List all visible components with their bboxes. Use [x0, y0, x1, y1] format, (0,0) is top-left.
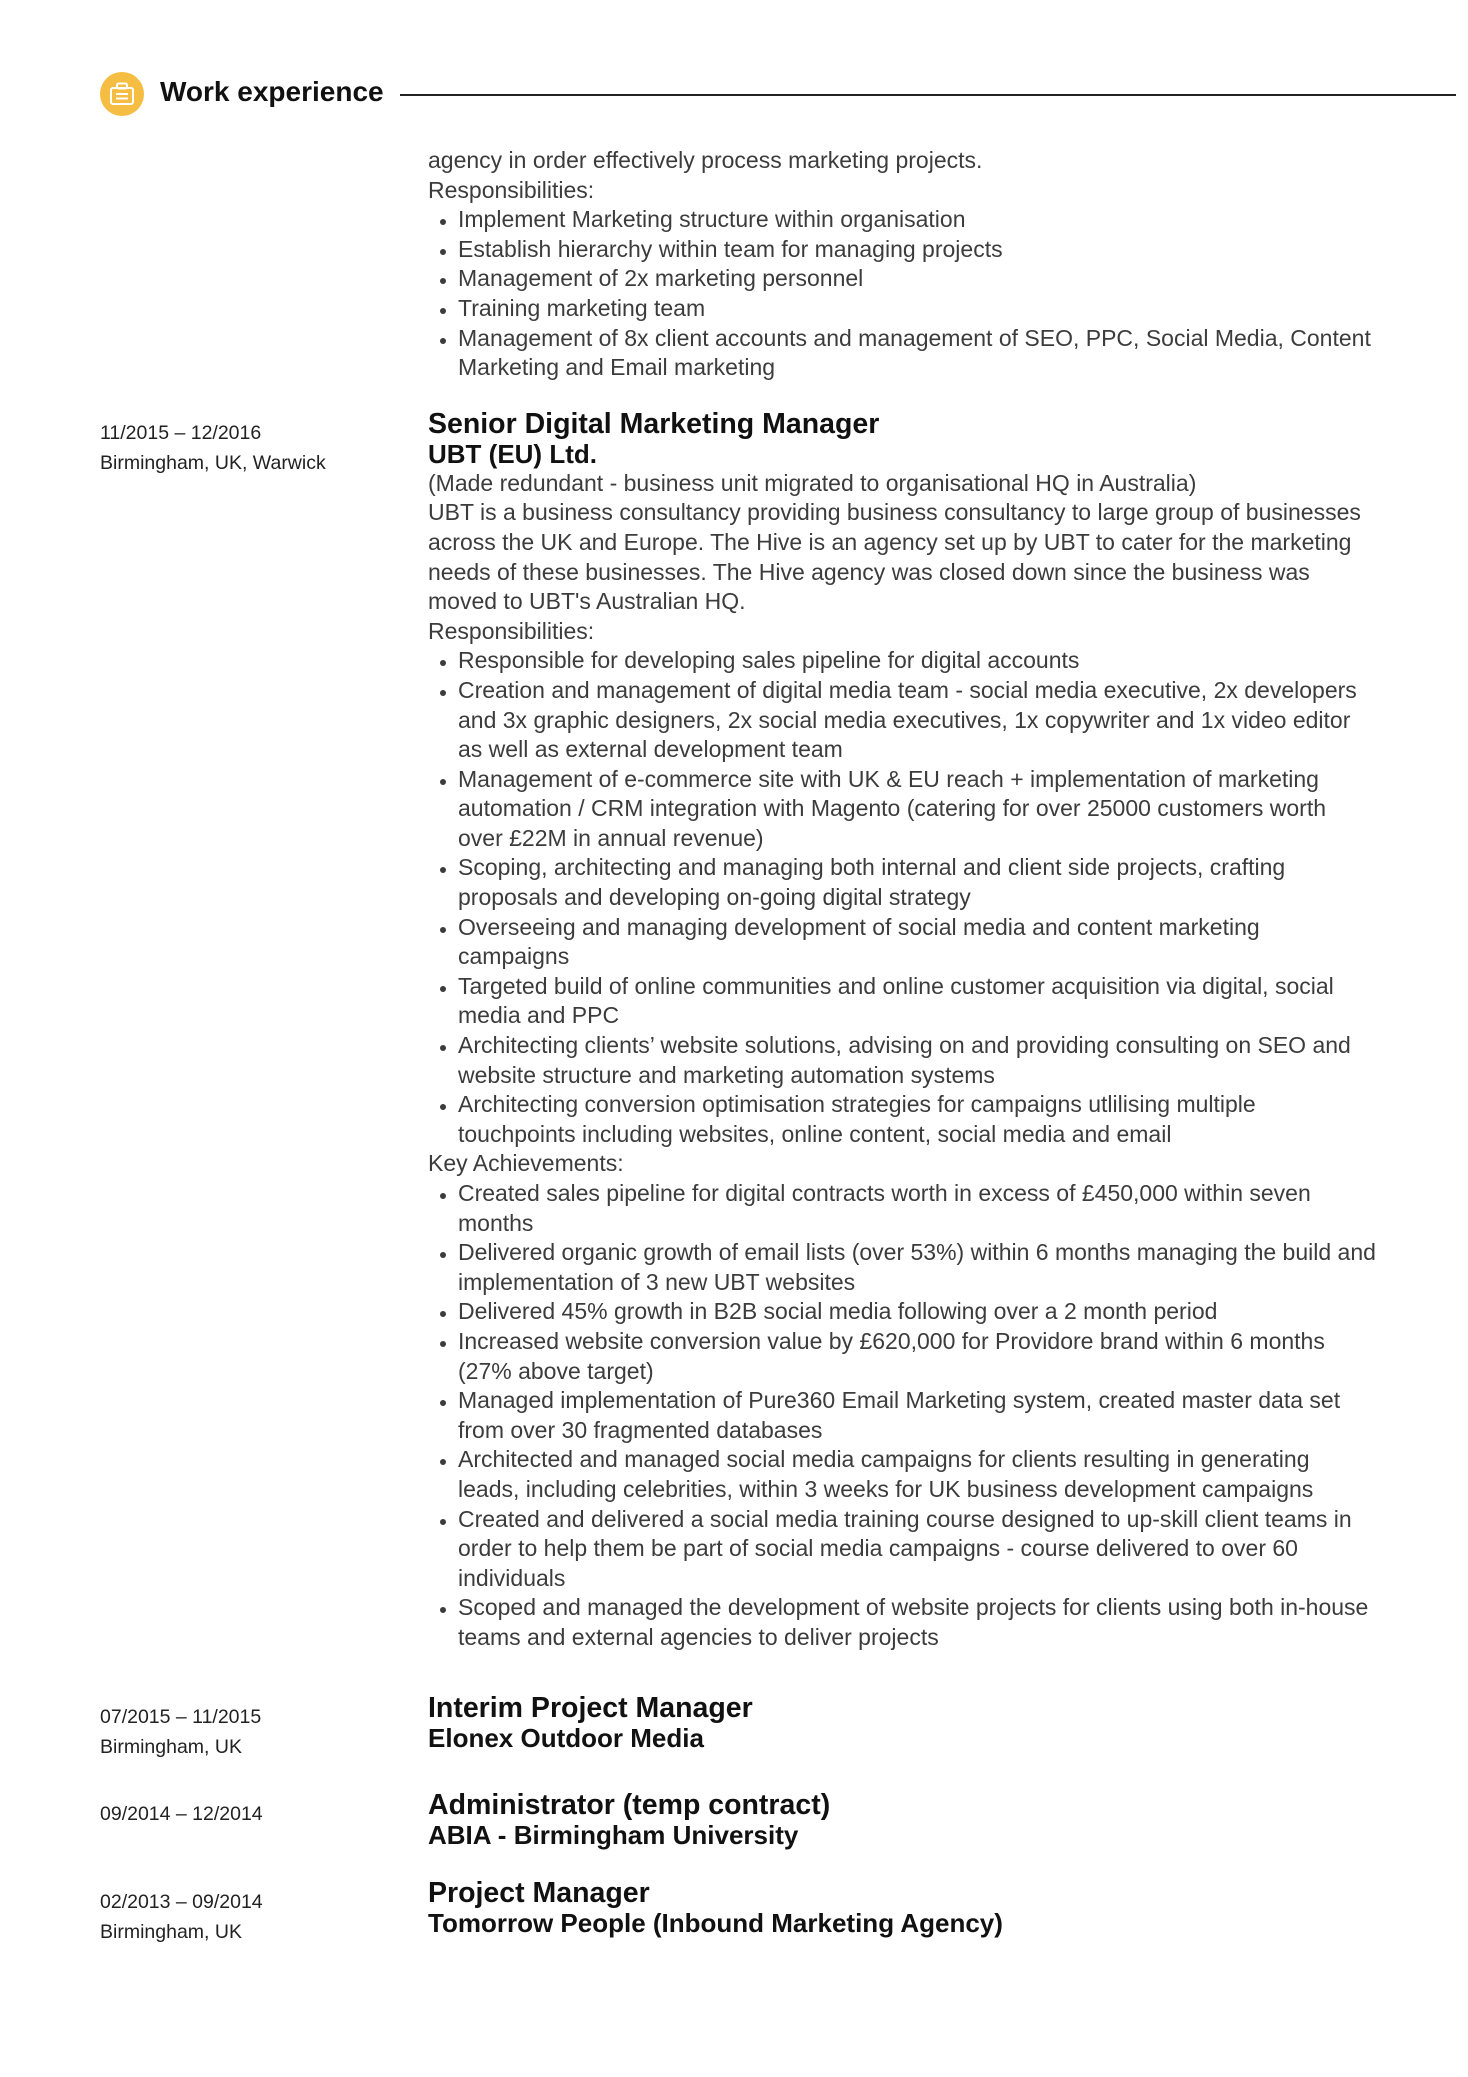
entry-body: [428, 1693, 1376, 1762]
entry-location: Birmingham, UK: [100, 1735, 242, 1758]
entry-intro: agency in order effectively process marketing projects.: [428, 147, 983, 173]
list-item: • Scoped and managed the development of website projects for clients using both in-house teams and external agencies to deliver projects: [458, 1593, 1376, 1652]
entry-meta: [100, 146, 428, 383]
responsibilities-list: [428, 646, 1376, 1149]
entry-meta: [100, 1790, 428, 1850]
list-item: • Created and delivered a social media training course designed to up-skill client teams in order to help them be part of social media campaigns - course delivered to over 60 individuals: [458, 1505, 1376, 1594]
experience-entry-ubt: [100, 409, 1380, 1653]
work-experience-list: [100, 146, 1380, 1947]
list-item: • Management of 8x client accounts and management of SEO, PPC, Social Media, Content Marketing and Email marketing: [458, 324, 1376, 383]
job-title: Project Manager: [428, 1876, 650, 1909]
job-title: Senior Digital Marketing Manager: [428, 407, 880, 440]
company-name: Elonex Outdoor Media: [428, 1722, 704, 1753]
entry-location: Birmingham, UK: [100, 1920, 242, 1943]
entry-body: [428, 1790, 1376, 1850]
list-item: • Delivered organic growth of email lists (over 53%) within 6 months managing the build and implementation of 3 new UBT websites: [458, 1238, 1376, 1297]
company-name: Tomorrow People (Inbound Marketing Agency): [428, 1907, 1003, 1938]
list-item: • Implement Marketing structure within organisation: [458, 205, 1376, 235]
entry-location: Birmingham, UK, Warwick: [100, 451, 326, 474]
list-item: • Management of e-commerce site with UK & EU reach + implementation of marketing automation / CRM integration with Magento (catering for over 25000 customers worth over £22M in annual revenue): [458, 765, 1376, 854]
list-item: • Responsible for developing sales pipeline for digital accounts: [458, 646, 1376, 676]
list-item: • Architecting conversion optimisation strategies for campaigns utlilising multiple touchpoints including websites, online content, social media and email: [458, 1090, 1376, 1149]
list-item: • Management of 2x marketing personnel: [458, 264, 1376, 294]
entry-dates: 11/2015 – 12/2016: [100, 421, 262, 444]
list-item: • Creation and management of digital media team - social media executive, 2x developers and 3x graphic designers, 2x social media executives, 1x copywriter and 1x video editor as well as external development team: [458, 676, 1376, 765]
entry-meta: [100, 1693, 428, 1762]
list-item: • Scoping, architecting and managing both internal and client side projects, crafting proposals and developing on-going digital strategy: [458, 853, 1376, 912]
section-title: Work experience: [160, 76, 384, 107]
entry-body: [428, 409, 1376, 1653]
company-name: ABIA - Birmingham University: [428, 1819, 799, 1850]
section-header: [100, 72, 1380, 118]
experience-entry-elonex: [100, 1693, 1380, 1762]
entry-meta: [100, 409, 428, 1653]
experience-entry-tomorrow-people: [100, 1878, 1380, 1947]
list-item: • Managed implementation of Pure360 Email Marketing system, created master data set from over 30 fragmented databases: [458, 1386, 1376, 1445]
entry-dates: 02/2013 – 09/2014: [100, 1890, 263, 1913]
list-item: • Delivered 45% growth in B2B social media following over a 2 month period: [458, 1297, 1376, 1327]
responsibilities-label: Responsibilities:: [428, 176, 595, 203]
entry-body: [428, 146, 1376, 383]
company-name: UBT (EU) Ltd.: [428, 438, 597, 469]
list-item: • Architecting clients’ website solutions, advising on and providing consulting on SEO and website structure and marketing automation systems: [458, 1031, 1376, 1090]
entry-note: (Made redundant - business unit migrated to organisational HQ in Australia): [428, 469, 1197, 496]
achievements-list: [428, 1179, 1376, 1653]
list-item: • Increased website conversion value by £620,000 for Providore brand within 6 months (27% above target): [458, 1327, 1376, 1386]
entry-meta: [100, 1878, 428, 1947]
responsibilities-list: [428, 205, 1376, 383]
section-divider: [400, 94, 1456, 96]
list-item: • Created sales pipeline for digital contracts worth in excess of £450,000 within seven months: [458, 1179, 1376, 1238]
entry-dates: 09/2014 – 12/2014: [100, 1802, 263, 1825]
job-title: Interim Project Manager: [428, 1691, 753, 1724]
list-item: • Architected and managed social media campaigns for clients resulting in generating leads, including celebrities, within 3 weeks for UK business development campaigns: [458, 1445, 1376, 1504]
responsibilities-label: Responsibilities:: [428, 617, 595, 644]
list-item: • Overseeing and managing development of social media and content marketing campaigns: [458, 913, 1376, 972]
experience-entry-abia: [100, 1790, 1380, 1850]
entry-body: [428, 1878, 1376, 1947]
list-item: • Targeted build of online communities and online customer acquisition via digital, social media and PPC: [458, 972, 1376, 1031]
briefcase-icon: [100, 72, 144, 116]
job-title: Administrator (temp contract): [428, 1788, 831, 1821]
experience-entry-continued: [100, 146, 1380, 383]
list-item: • Establish hierarchy within team for managing projects: [458, 235, 1376, 265]
entry-description: UBT is a business consultancy providing business consultancy to large group of businesses across the UK and Europe. The Hive is an agency set up by UBT to cater for the marketing needs of these businesses. The Hive agency was closed down since the business was moved to UBT's Australian HQ.: [428, 499, 1361, 615]
achievements-label: Key Achievements:: [428, 1150, 624, 1177]
entry-dates: 07/2015 – 11/2015: [100, 1705, 262, 1728]
list-item: • Training marketing team: [458, 294, 1376, 324]
